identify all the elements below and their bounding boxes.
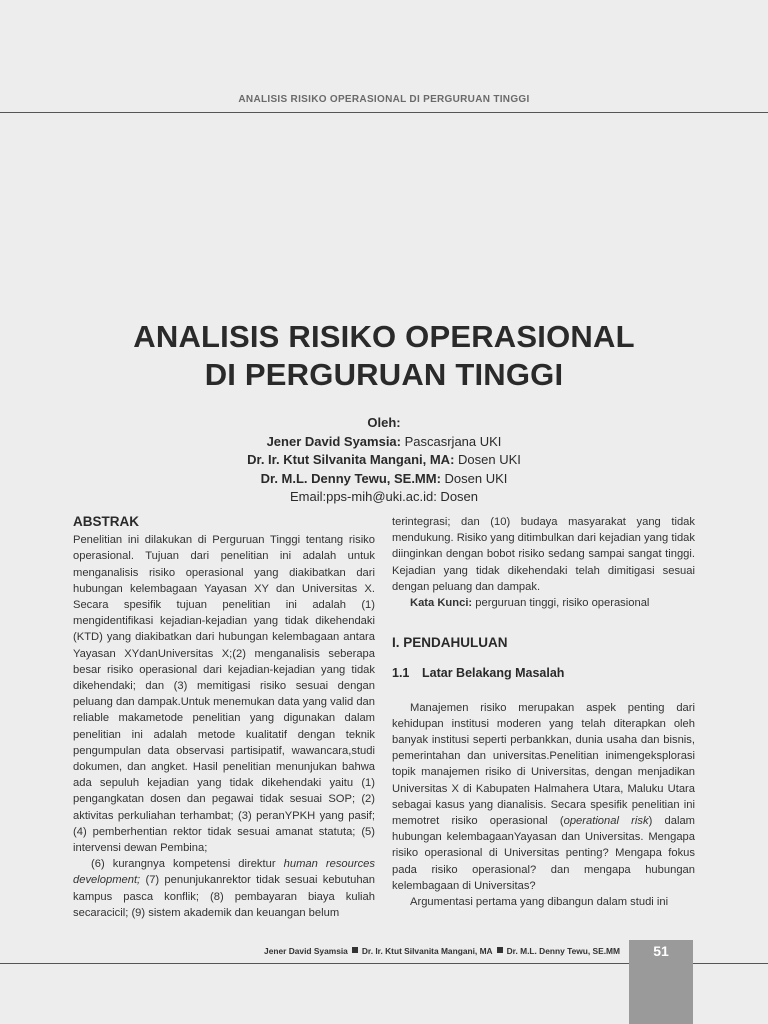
square-separator-icon	[497, 947, 503, 953]
keywords-label: Kata Kunci:	[410, 597, 473, 610]
author-2-affiliation: Dosen UKI	[454, 452, 521, 467]
subsection-heading	[392, 665, 695, 681]
author-3-affiliation: Dosen UKI	[440, 470, 508, 486]
keywords	[392, 595, 695, 611]
title-line-1: ANALISIS RISIKO OPERASIONAL	[133, 319, 635, 354]
title-line-2: DI PERGURUAN TINGGI	[204, 357, 564, 392]
right-column	[392, 514, 695, 910]
author-3	[40, 470, 728, 489]
footer-author-2: Dr. Ir. Ktut Silvanita Mangani, MA	[361, 946, 493, 956]
author-2	[40, 451, 728, 470]
abstract-paragraph-2: (6) kurangnya kompetensi direktur human resources development; (7) penunjukanrektor tidak sesuai kebutuhan kampus pasca konflik; (8) pembayaran biaya kuliah secaracicil; (9) sistem akademik dan keuangan belum	[73, 858, 375, 919]
operational-risk-italic: operational risk	[563, 815, 649, 828]
author-1-affiliation: Pascasrjana UKI	[400, 433, 502, 449]
keywords-value: perguruan tinggi, risiko operasional	[472, 597, 650, 610]
author-1-name: Jener David Syamsia:	[266, 433, 401, 449]
running-head: ANALISIS RISIKO OPERASIONAL DI PERGURUAN TINGGI	[238, 94, 530, 105]
abstract-heading: ABSTRAK	[73, 514, 139, 529]
section-heading-pendahuluan: I. PENDAHULUAN	[392, 635, 508, 651]
footer-author-3: Dr. M.L. Denny Tewu, SE.MM	[506, 946, 620, 956]
abstract-paragraph-1: Penelitian ini dilakukan di Perguruan Tinggi tentang risiko operasional. Tujuan dari penelitian ini adalah untuk menganalisis risiko operasional yang diakibatkan dari hubungan kelembagaan Yayasan XY dan Universitas X. Secara spesifik tujuan penelitian ini adalah (1) mengidentifikasi kejadian-kejadian yang tidak dikehendaki (KTD) yang diakibatkan dari hubungan kelembagaan antara Yayasan XYdanUniversitas X;(2) menganalisis seberapa besar risiko operasional dari kejadian-kejadian yang tidak dikehendaki; dan (3) memitigasi risiko sesuai dengan peluang dan dampak.Untuk menemukan data yang valid dan reliable makametode penelitian yang digunakan dalam penelitian ini adalah metode kualitatif dengan teknik pengumpulan data observasi partisipatif, wawancara,studi dokumen, dan angket. Hasil penelitian menunjukan bahwa ada sepuluh kejadian yang tidak dikehendaki yaitu (1) pengangkatan dosen dan pegawai tidak sesuai SOP; (2) aktivitas perkuliahan terhambat; (3) peranYPKH yang pasif; (4) pemberhentian rektor tidak sesuai amanat statuta; (5) intervensi dewan Pembina;	[73, 534, 375, 855]
hrd-italic: human resources development;	[73, 858, 375, 887]
footer-author-1: Jener David Syamsia	[264, 946, 348, 956]
intro-paragraph-1: Manajemen risiko merupakan aspek penting dari kehidupan institusi moderen yang telah diterapkan oleh banyak institusi seperti perbankkan, dunia usaha dan bisnis, pemerintahan dan universitas.Penelitian inimengeksplorasi topik manajemen risiko di Universitas, dengan menjadikan Universitas X di Kabupaten Halmahera Utara, Maluku Utara sebagai kasus yang dianalisis. Secara spesifik penelitian ini memotret risiko operasional (operational risk) dalam hubungan kelembagaanYayasan dan Universitas. Mengapa risiko operasional di Universitas penting? Mengapa fokus pada risiko operasional? dan mengapa hubungan kelembagaan di Universitas?	[392, 701, 695, 892]
header-rule	[0, 112, 768, 113]
oleh-label: Oleh:	[367, 415, 401, 430]
intro-paragraph-2: Argumentasi pertama yang dibangun dalam studi ini	[410, 896, 669, 909]
square-separator-icon	[352, 947, 358, 953]
author-3-name: Dr. M.L. Denny Tewu, SE.MM:	[260, 470, 441, 486]
footer-authors	[264, 946, 620, 956]
subsection-title: Latar Belakang Masalah	[422, 666, 565, 681]
paper-title	[40, 318, 728, 394]
page-number-box	[629, 940, 693, 1024]
left-column	[73, 514, 375, 921]
subsection-number: 1.1	[392, 666, 410, 681]
author-block	[40, 414, 728, 507]
page-number: 51	[653, 943, 669, 959]
author-1	[40, 433, 728, 452]
author-2-name: Dr. Ir. Ktut Silvanita Mangani, MA:	[247, 452, 455, 467]
author-email: Email:pps-mih@uki.ac.id: Dosen	[289, 489, 479, 504]
abstract-paragraph-3: terintegrasi; dan (10) budaya masyarakat yang tidak mendukung. Risiko yang ditimbulkan dari kejadian yang tidak diinginkan dengan bobot risiko sedang sampai sangat tinggi. Kejadian yang tidak dikehendaki telah dimitigasi sesuai dengan peluang dan dampak.	[392, 516, 695, 593]
